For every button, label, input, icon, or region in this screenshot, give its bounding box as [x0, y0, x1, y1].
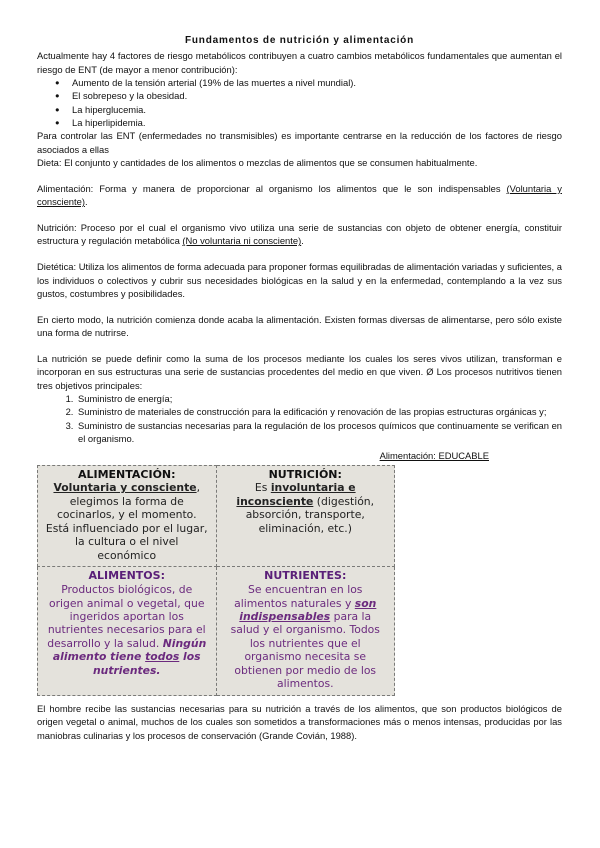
alimentacion-cell-text: , elegimos la forma de cocinarlos, y el momento. Está influenciado por el lugar, la cultura o el nivel económico — [45, 481, 208, 562]
dietetica-definition: Dietética: Utiliza los alimentos de forma adecuada para proponer formas equilibradas de alimentación variadas y suficientes, a los individuos o colectivos y cubrir sus necesidades biológicas en la salud y en la enfermedad, contemplando a la vez sus gustos, costumbres y posibilidades. — [37, 261, 562, 299]
alimentacion-cell — [38, 465, 217, 567]
nutrientes-cell-text: para la salud y el organismo. Todos los nutrientes que el organismo necesita se obtienen por medio de los alimentos. — [230, 610, 380, 691]
alimentacion-underlined: (Voluntaria y consciente) — [37, 182, 562, 208]
control-paragraph: Para controlar las ENT (enfermedades no transmisibles) es importante centrarse en la reducción de los factores de riesgo asociados a ellas — [37, 130, 562, 155]
intro-paragraph: Actualmente hay 4 factores de riesgo metabólicos contribuyen a cuatro cambios metabólicos fundamentales que aumentan el riesgo de ENT (de mayor a menor contribución): — [37, 50, 562, 75]
page-title: Fundamentos de nutrición y alimentación — [184, 35, 414, 46]
nutrientes-cell-heading: NUTRIENTES: — [264, 569, 347, 583]
alimentacion-end: . — [84, 196, 88, 208]
nutricion-definition — [37, 221, 562, 248]
alimentos-cell-emph-b: los nutrientes. — [92, 650, 201, 677]
closing-paragraph: El hombre recibe las sustancias necesarias para su nutrición a través de los alimentos, que son productos biológicos de origen vegetal o animal, muchos de los cuales son sometidos a transformaciones más o menos intensas, producidas por las maniobras culinarias y los procesos de conservación (Grande Covián, 1988). — [37, 702, 562, 741]
alimentos-cell-emph-a: Ningún alimento tiene — [52, 636, 207, 664]
nutrientes-cell-pre: Se encuentran en los alimentos naturales y — [234, 583, 363, 610]
nutricion-suma-paragraph: La nutrición se puede definir como la suma de los procesos mediante los cuales los seres vivos utilizan, transforman e incorporan en sus estructuras una serie de sustancias procedentes del medio en que viven. Ø Los procesos nutritivos tienen tres objetivos principales: — [37, 352, 562, 391]
objectives-list — [37, 392, 562, 445]
cierto-modo-paragraph: En cierto modo, la nutrición comienza donde acaba la alimentación. Existen formas diversas de alimentarse, pero sólo existe una forma de nutrirse. — [37, 313, 562, 339]
list-item: 2. Suministro de materiales de construcción para la edificación y renovación de las propias estructuras orgánicas y; — [76, 405, 562, 418]
list-item: ● Aumento de la tensión arterial (19% de las muertes a nivel mundial). — [55, 76, 562, 89]
list-item: 3. Suministro de sustancias necesarias para la regulación de los procesos químicos que continuamente se verifican en el organismo. — [76, 419, 562, 446]
list-item: ● La hiperglucemia. — [55, 103, 562, 116]
alimentacion-definition — [37, 182, 562, 209]
alimentos-cell-emph-u: todos — [145, 650, 180, 664]
nutricion-cell-pre: Es — [254, 481, 271, 495]
nutricion-cell — [216, 465, 395, 567]
nutricion-end: . — [301, 235, 304, 247]
nutricion-cell-heading: NUTRICIÓN: — [268, 467, 342, 481]
nutrientes-cell-emph: son indispensables — [239, 596, 377, 623]
list-item: 1. Suministro de energía; — [76, 392, 562, 405]
nutricion-text: Nutrición: Proceso por el cual el organismo vivo utiliza una serie de sustancias con objeto de obtener energía, constituir estructura y regulación metabólica — [37, 221, 562, 247]
list-item: ● El sobrepeso y la obesidad. — [55, 89, 562, 102]
comparison-table — [37, 465, 395, 696]
educable-label: Alimentación: EDUCABLE — [379, 450, 489, 462]
alimentacion-cell-underlined: Voluntaria y consciente — [53, 481, 197, 495]
alimentos-cell-heading: ALIMENTOS: — [88, 569, 165, 583]
alimentacion-text: Alimentación: Forma y manera de proporcionar al organismo los alimentos que le son indispensables — [37, 182, 507, 194]
nutricion-underlined: (No voluntaria ni consciente) — [182, 235, 302, 247]
nutrientes-cell — [216, 567, 395, 696]
alimentos-cell — [38, 567, 217, 696]
risk-factor-list — [37, 76, 562, 129]
alimentacion-cell-heading: ALIMENTACIÓN: — [77, 467, 176, 481]
nutricion-cell-text: (digestión, absorción, transporte, eliminación, etc.) — [245, 494, 375, 535]
alimentos-cell-text: Productos biológicos, de origen animal o vegetal, que ingeridos aportan los nutrientes necesarios para el desarrollo y la salud. — [47, 583, 206, 650]
dieta-definition: Dieta: El conjunto y cantidades de los alimentos o mezclas de alimentos que se consumen habitualmente. — [37, 156, 478, 168]
list-item: ● La hiperlipidemia. — [55, 116, 562, 129]
nutricion-cell-underlined: involuntaria e inconsciente — [236, 481, 356, 508]
